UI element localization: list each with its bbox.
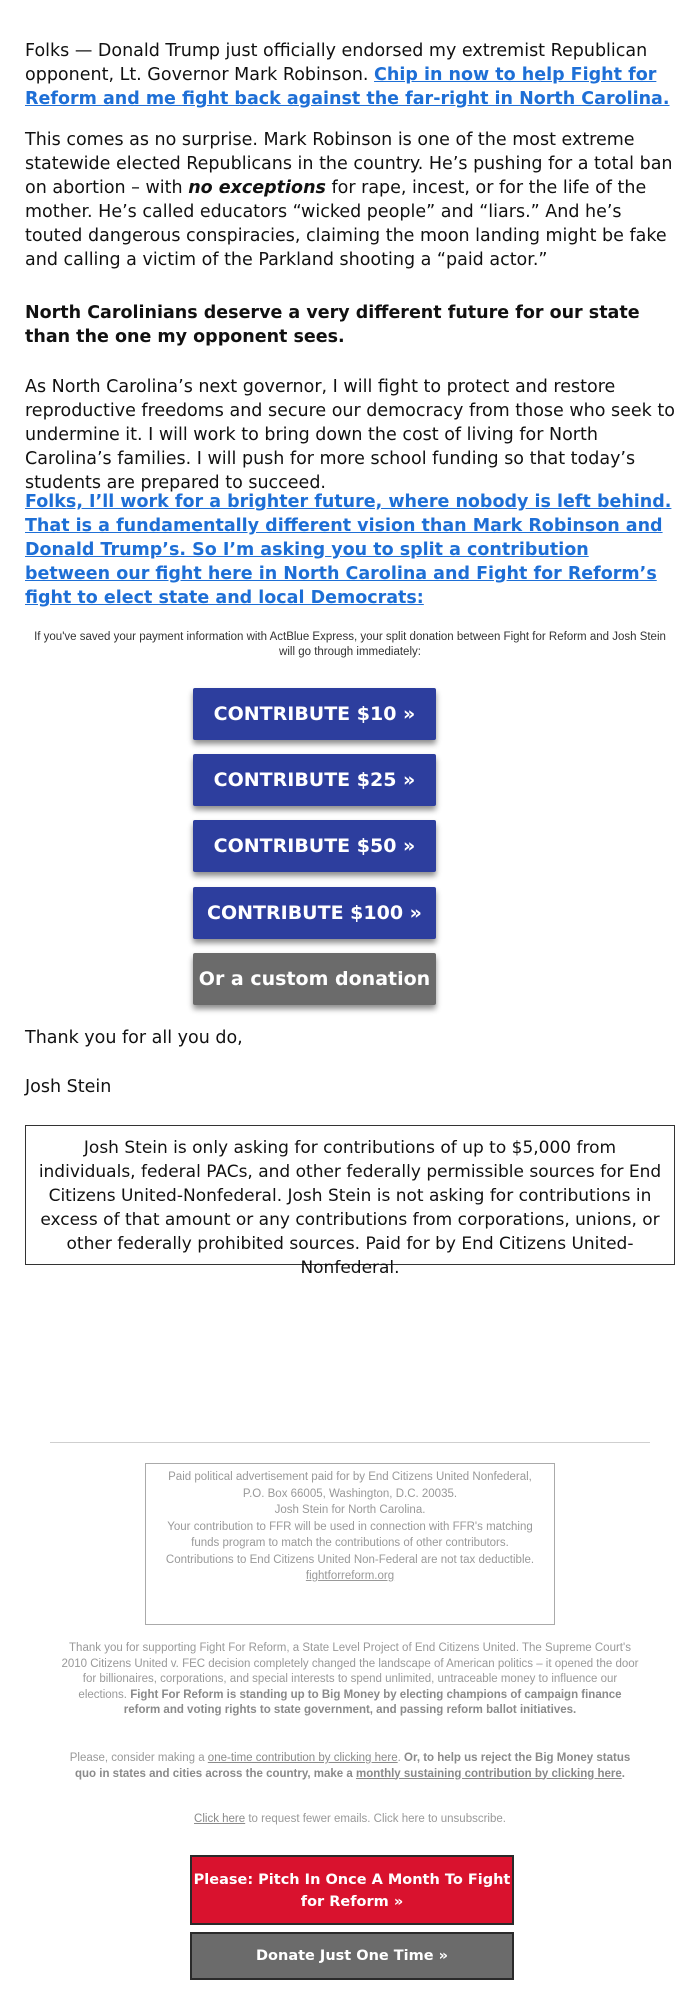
chip-in-link[interactable]: Chip in now to help Fight for Reform and me fight back against the far-right in North Carolina. — [25, 65, 670, 109]
no-exceptions-emphasis: no exceptions — [188, 178, 326, 198]
support-text-bold: Fight For Reform is standing up to Big Money by electing champions of campaign finance reform and voting rights to state government, and passing reform ballot initiatives. — [123, 1688, 622, 1716]
split-paragraph — [25, 490, 675, 610]
support-text — [60, 1641, 640, 1719]
contribute-50-button[interactable]: CONTRIBUTE $50 » — [193, 820, 436, 872]
actblue-express-note: If you've saved your payment information with ActBlue Express, your split donation between Fight for Reform and Josh Stein will go through immediately: — [34, 631, 666, 658]
paid-line: Paid political advertisement paid for by End Citizens United Nonfederal, P.O. Box 66005, Washington, D.C. 20035. — [168, 1471, 532, 1500]
one-time-contribution-link[interactable]: one-time contribution by clicking here — [207, 1752, 398, 1764]
contribute-100-button[interactable]: CONTRIBUTE $100 » — [193, 887, 436, 939]
intro-paragraph — [25, 39, 675, 111]
paid-for-box — [145, 1463, 555, 1625]
robinson-paragraph — [25, 128, 675, 272]
custom-donation-button[interactable]: Or a custom donation » — [193, 953, 436, 1005]
site-link[interactable]: fightforreform.org — [305, 1570, 395, 1582]
future-paragraph: North Carolinians deserve a very different future for our state than the one my opponent sees. — [25, 303, 640, 347]
contribute-10-button[interactable]: CONTRIBUTE $10 » — [193, 688, 436, 740]
signature: Josh Stein — [25, 1077, 112, 1097]
disclaimer-box: Josh Stein is only asking for contributions of up to $5,000 from individuals, federal PACs, and other federally permissible sources for End Citizens United-Nonfederal. Josh Stein is not asking for contributions in excess of that amount or any contributions from corporations, unions, or other federally prohibited sources. Paid for by End Citizens United-Nonfederal. — [25, 1125, 675, 1265]
fewer-emails-text — [60, 1812, 640, 1828]
paid-line: Josh Stein for North Carolina. — [274, 1504, 426, 1516]
thank-you-text: Thank you for all you do, — [25, 1028, 243, 1048]
robinson-text-before: This comes as no surprise. Mark Robinson is one of the most extreme statewide elected Republicans in the country. He’s pushing for a total ban on abortion – with — [25, 130, 673, 198]
donate-one-time-button[interactable]: Donate Just One Time » — [190, 1932, 514, 1980]
intro-text: Folks — Donald Trump just officially endorsed my extremist Republican opponent, Lt. Governor Mark Robinson. — [25, 41, 648, 85]
paid-line: Contributions to End Citizens United Non-Federal are not tax deductible. — [165, 1553, 535, 1566]
governor-paragraph: As North Carolina’s next governor, I will fight to protect and restore reproductive freedoms and secure our democracy from those who seek to undermine it. I will work to bring down the cost of living for North Carolina’s families. I will push for more school funding so that today’s students are prepared to succeed. — [25, 377, 675, 493]
paid-line: Your contribution to FFR will be used in connection with FFR's matching funds program to match the contributions of other contributors. — [167, 1520, 533, 1549]
consider-text — [60, 1751, 640, 1782]
consider-prefix: Please, consider making a — [69, 1752, 208, 1764]
robinson-text-after: for rape, incest, or for the life of the mother. He’s called educators “wicked people” and “liars.” And he’s touted dangerous conspiracies, claiming the moon landing might be fake and calling a victim of the Parkland shooting a “paid actor.” — [25, 178, 667, 270]
footer-divider — [50, 1442, 650, 1443]
consider-bold: Or, to help us reject the Big Money status quo in states and cities across the country, make a — [74, 1752, 631, 1780]
contribute-25-button[interactable]: CONTRIBUTE $25 » — [193, 754, 436, 806]
support-text-body: Thank you for supporting Fight For Reform, a State Level Project of End Citizens United. The Supreme Court's 2010 Citizens United v. FEC decision completely changed the landscape of American politics – it opened the door for billionaires, corporations, and special interests to spend unlimited, untraceable money to influence our elections. — [61, 1642, 639, 1701]
split-contribution-link[interactable]: Folks, I’ll work for a brighter future, where nobody is left behind. That is a fundamentally different vision than Mark Robinson and Donald Trump’s. So I’m asking you to split a contribution between our fight here in North Carolina and Fight for Reform’s fight to elect state and local Democrats: — [25, 492, 672, 608]
consider-sep: . — [397, 1752, 405, 1764]
fewer-emails-link[interactable]: Click here — [194, 1813, 246, 1825]
monthly-contribution-link[interactable]: monthly sustaining contribution by clicking here — [355, 1767, 622, 1780]
consider-end: . — [621, 1767, 625, 1780]
unsubscribe-text: to request fewer emails. Click here to unsubscribe. — [245, 1813, 506, 1825]
monthly-pitch-in-button[interactable]: Please: Pitch In Once A Month To Fight for Reform » — [190, 1855, 514, 1925]
